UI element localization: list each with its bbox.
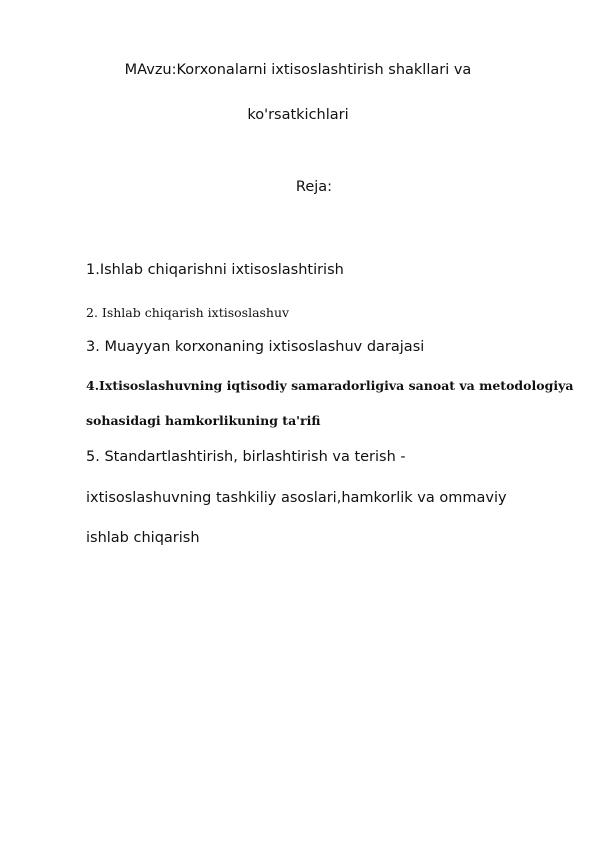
plan-item-4-line-1: 4.Ixtisoslashuvning iqtisodiy samaradorligiva sanoat va metodologiya — [86, 378, 574, 393]
plan-item-2: 2. Ishlab chiqarish ixtisoslashuv — [86, 305, 290, 320]
plan-item-5-line-1: 5. Standartlashtirish, birlashtirish va terish - — [86, 449, 406, 465]
plan-item-5-line-3: ishlab chiqarish — [86, 530, 200, 546]
plan-heading: Reja: — [295, 179, 333, 195]
plan-item-5-line-2: ixtisoslashuvning tashkiliy asoslari,hamkorlik va ommaviy — [86, 490, 507, 506]
plan-item-4-line-2: sohasidagi hamkorlikuning ta'rifi — [86, 413, 321, 428]
title-line-2: ko'rsatkichlari — [247, 107, 349, 123]
plan-item-3: 3. Muayyan korxonaning ixtisoslashuv darajasi — [86, 339, 425, 355]
plan-item-1: 1.Ishlab chiqarishni ixtisoslashtirish — [86, 262, 344, 278]
title-line-1: MAvzu:Korxonalarni ixtisoslashtirish shakllari va — [124, 62, 472, 78]
